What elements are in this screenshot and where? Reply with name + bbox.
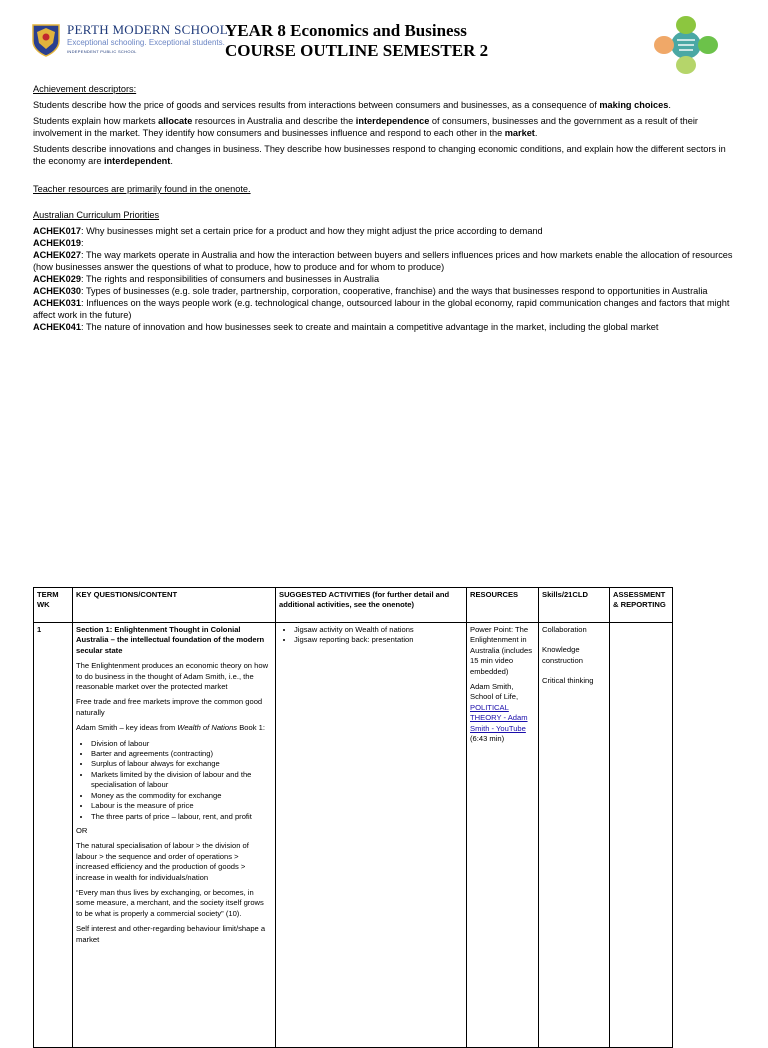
course-outline-table xyxy=(33,587,673,1048)
list-item: • Money as the commodity for exchange xyxy=(91,791,272,801)
list-item: • Labour is the measure of price xyxy=(91,801,272,811)
or-separator: OR xyxy=(76,825,88,835)
header-assessment: ASSESSMENT & REPORTING xyxy=(610,588,673,623)
priorities-heading: Australian Curriculum Priorities xyxy=(33,210,160,220)
youtube-link[interactable]: POLITICAL THEORY - Adam Smith - YouTube xyxy=(470,702,528,733)
school-tagline: Exceptional schooling. Exceptional students. xyxy=(67,38,225,47)
content-paragraph: The Enlightenment produces an economic theory on how to do business in the thought of Adam Smith, i.e., the reasonable market over the protected market xyxy=(76,661,269,692)
header-suggested-activities: SUGGESTED ACTIVITIES (for further detail and additional activities, see the onenote) xyxy=(276,588,467,623)
skills-cell xyxy=(539,623,610,1048)
table-row xyxy=(34,623,673,1048)
achievement-heading: Achievement descriptors: xyxy=(33,84,137,94)
content-paragraph: Self interest and other-regarding behaviour limit/shape a market xyxy=(76,924,266,944)
week-number: 1 xyxy=(34,623,73,1048)
list-item: • Barter and agreements (contracting) xyxy=(91,749,272,759)
page-header xyxy=(0,0,768,80)
skill-item: Collaboration xyxy=(542,625,587,634)
content-paragraph: Free trade and free markets improve the common good naturally xyxy=(76,697,263,717)
header-skills: Skills/21CLD xyxy=(539,588,610,623)
priority-item: ACHEK017: Why businesses might set a certain price for a product and how they might adjust the price according to demand xyxy=(33,226,543,236)
school-crest-icon xyxy=(31,23,61,57)
header-term-wk: TERM WK xyxy=(34,588,73,623)
section-title: Section 1: Enlightenment Thought in Colonial Australia – the intellectual foundation of the modern secular state xyxy=(76,625,265,655)
content-paragraph: The natural specialisation of labour > the division of labour > the sequence and order of operations > increased efficiency and the production of goods > increase in wealth for individuals/nation xyxy=(76,841,249,882)
content-paragraph: Adam Smith – key ideas from Wealth of Nations Book 1: xyxy=(76,723,265,733)
priority-item: ACHEK030: Types of businesses (e.g. sole trader, partnership, corporation, cooperative, franchise) and the ways that businesses respond to opportunities in Australia xyxy=(33,286,708,296)
resource-video: Adam Smith, School of Life, POLITICAL THEORY - Adam Smith - YouTube (6:43 min) xyxy=(470,682,528,744)
list-item: • Jigsaw reporting back: presentation xyxy=(294,635,463,645)
school-logo xyxy=(31,23,228,57)
skill-item: Knowledge construction xyxy=(542,645,583,665)
document-title xyxy=(225,21,488,61)
achievement-p3: Students describe innovations and changes in business. They describe how businesses respond to changing economic conditions, and explain how the different sectors in the economy are interdependent. xyxy=(33,144,726,166)
key-content-cell xyxy=(73,623,276,1048)
priority-item: ACHEK029: The rights and responsibilities of consumers and businesses in Australia xyxy=(33,274,380,284)
smith-ideas-list xyxy=(76,739,272,822)
list-item: • Surplus of labour always for exchange xyxy=(91,759,272,769)
list-item: • Division of labour xyxy=(91,739,272,749)
school-subline: INDEPENDENT PUBLIC SCHOOL xyxy=(67,49,137,54)
table-header-row xyxy=(34,588,673,623)
activities-list xyxy=(279,625,463,646)
resource-powerpoint: Power Point: The Enlightenment in Australia (includes 15 min video embedded) xyxy=(470,625,533,676)
priority-item: ACHEK027: The way markets operate in Australia and how the interaction between buyers and sellers influences prices and how markets enable the allocation of resources (how businesses answer the questions of what to produce, how to produce and for whom to produce) xyxy=(33,250,733,272)
document-body xyxy=(33,83,733,333)
school-name: PERTH MODERN SCHOOL xyxy=(67,22,228,37)
header-key-questions: KEY QUESTIONS/CONTENT xyxy=(73,588,276,623)
21cld-diagram-icon xyxy=(651,14,721,76)
list-item: • Markets limited by the division of labour and the specialisation of labour xyxy=(91,770,272,791)
resources-cell xyxy=(467,623,539,1048)
teacher-resources-note: Teacher resources are primarily found in the onenote. xyxy=(33,184,251,194)
title-line-1: YEAR 8 Economics and Business xyxy=(225,21,467,40)
header-resources: RESOURCES xyxy=(467,588,539,623)
priorities-list xyxy=(33,225,733,333)
skill-item: Critical thinking xyxy=(542,676,594,686)
achievement-p2: Students explain how markets allocate resources in Australia and describe the interdependence of consumers, businesses and the government as a result of their involvement in the market. They identify how consumers and businesses influence and respond to each other in the market. xyxy=(33,116,698,138)
achievement-p1: Students describe how the price of goods and services results from interactions between consumers and businesses, as a consequence of making choices. xyxy=(33,100,671,110)
assessment-cell xyxy=(610,623,673,1048)
priority-item: ACHEK019: xyxy=(33,238,84,248)
smith-quote: “Every man thus lives by exchanging, or becomes, in some measure, a merchant, and the society itself grows to be what is properly a commercial society” (10). xyxy=(76,887,264,918)
list-item: • The three parts of price – labour, rent, and profit xyxy=(91,812,272,822)
priority-item: ACHEK031: Influences on the ways people work (e.g. technological change, outsourced labour in the global economy, rapid communication changes and factors that might affect work in the future) xyxy=(33,298,730,320)
title-line-2: COURSE OUTLINE SEMESTER 2 xyxy=(225,41,489,60)
activities-cell xyxy=(276,623,467,1048)
list-item: • Jigsaw activity on Wealth of nations xyxy=(294,625,463,635)
priority-item: ACHEK041: The nature of innovation and how businesses seek to create and maintain a competitive advantage in the market, including the global market xyxy=(33,322,659,332)
